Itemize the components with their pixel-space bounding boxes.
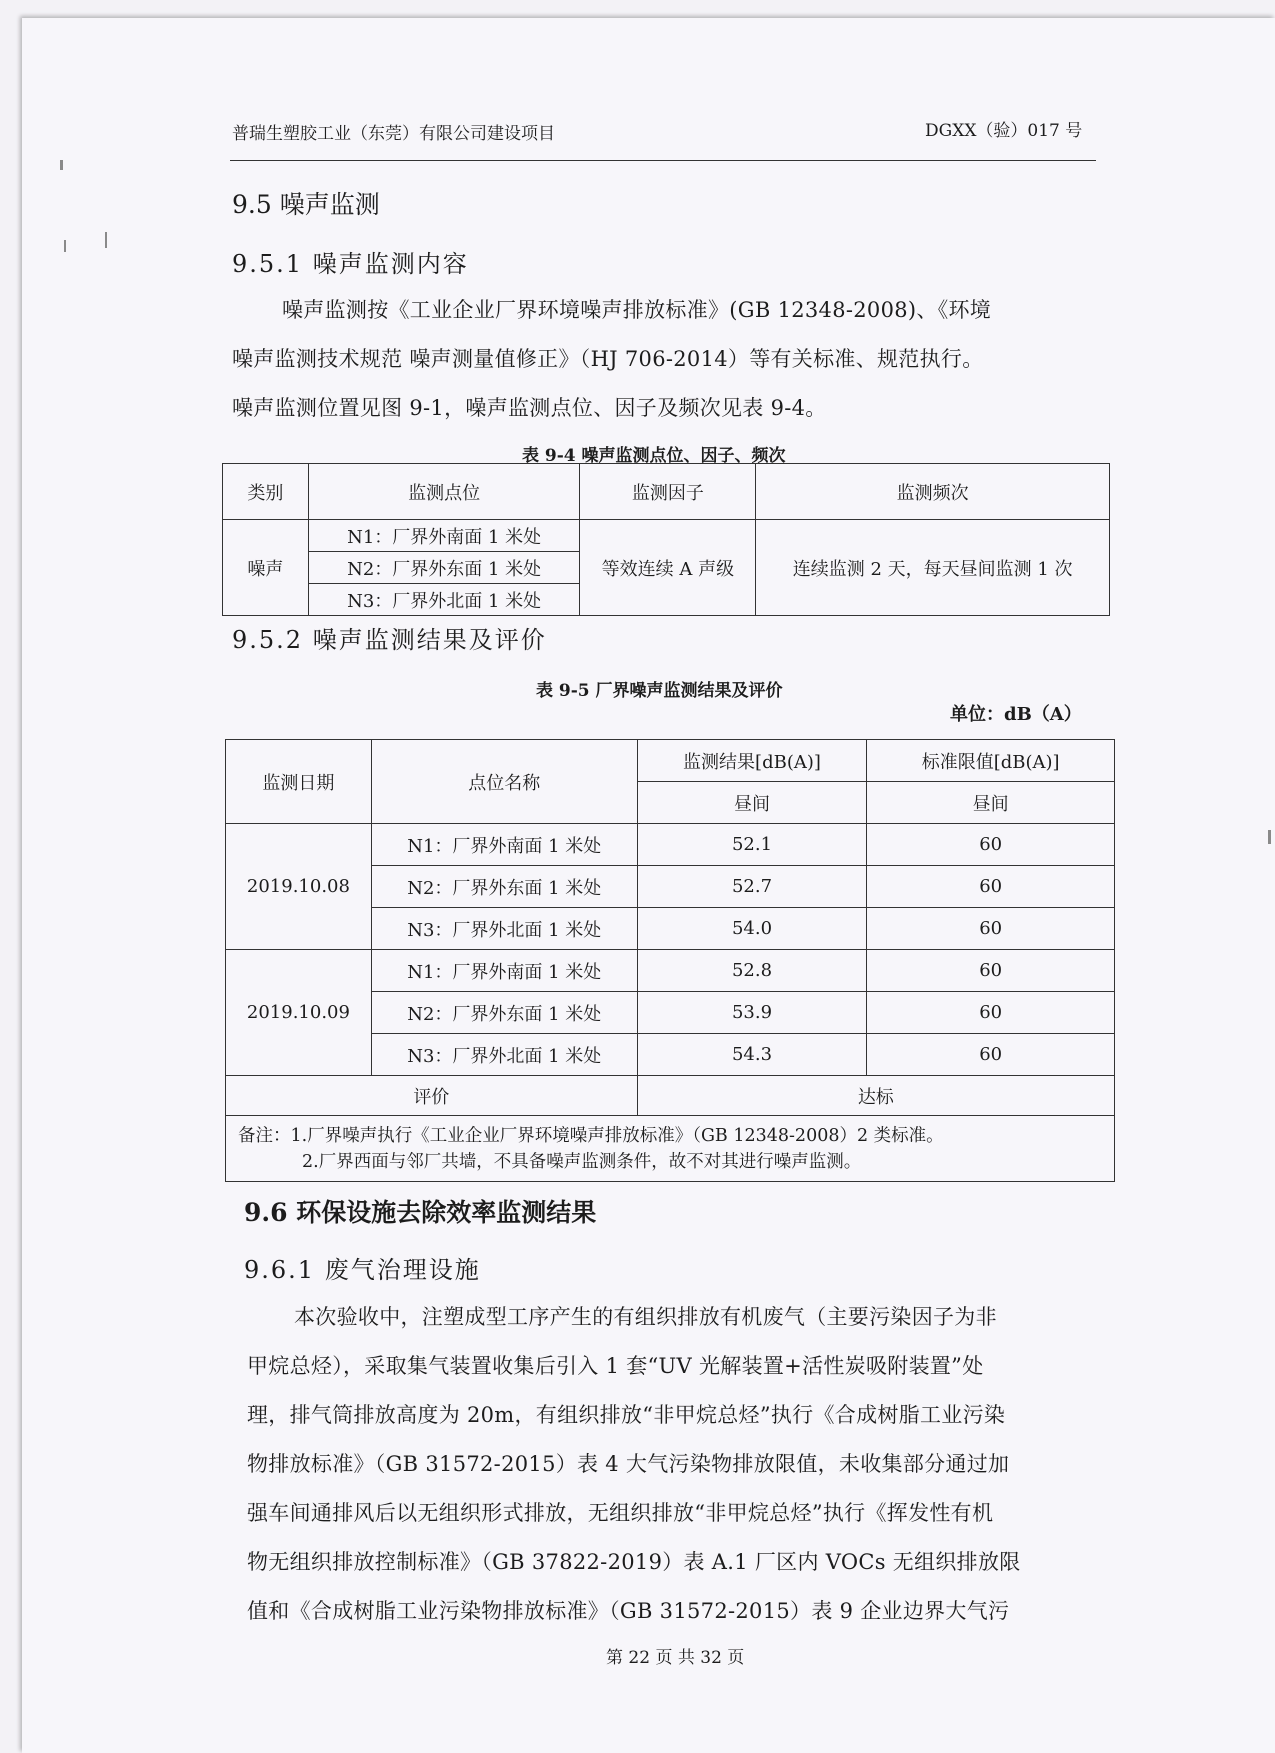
section-9-6-title: 9.6 环保设施去除效率监测结果 [244,1198,597,1227]
table-9-5-header-point: 点位名称 [371,740,637,824]
table-9-4-frequency: 连续监测 2 天，每天昼间监测 1 次 [756,520,1110,616]
table-9-5-header-limit-day: 昼间 [867,782,1115,824]
header-rule [230,160,1096,161]
para-9-6-1-line-2: 甲烷总烃），采取集气装置收集后引入 1 套“UV 光解装置+活性炭吸附装置”处 [247,1354,984,1378]
table-9-4-factor: 等效连续 A 声级 [580,520,756,616]
table-9-4-header-factor: 监测因子 [580,464,756,520]
section-9-5-title: 9.5 噪声监测 [232,190,380,219]
table-9-5-eval-label: 评价 [226,1076,638,1116]
table-9-5-point: N2：厂界外东面 1 米处 [371,992,637,1034]
para-9-6-1-line-6: 物无组织排放控制标准》（GB 37822-2019）表 A.1 厂区内 VOCs 无组织排放限 [247,1550,1021,1574]
table-9-4 [222,463,1110,616]
table-9-5-header-result-day: 昼间 [637,782,867,824]
section-9-6-1-title: 9.6.1 废气治理设施 [244,1256,481,1284]
table-9-5-point: N1：厂界外南面 1 米处 [371,824,637,866]
table-9-5-note-1: 备注：1.厂界噪声执行《工业企业厂界环境噪声排放标准》（GB 12348-2008）2 类标准。 [238,1125,944,1146]
table-9-5 [225,739,1115,1182]
table-9-4-header-point: 监测点位 [308,464,580,520]
para-9-5-1-line-2: 噪声监测技术规范 噪声测量值修正》（HJ 706-2014）等有关标准、规范执行。 [232,347,984,371]
table-9-5-point: N1：厂界外南面 1 米处 [371,950,637,992]
page-footer: 第 22 页 共 32 页 [606,1648,745,1668]
table-9-5-header-result: 监测结果[dB(A)] [637,740,867,782]
table-9-4-point: N2：厂界外东面 1 米处 [308,552,580,584]
para-9-6-1-line-7: 值和《合成树脂工业污染物排放标准》（GB 31572-2015）表 9 企业边界大气污 [247,1599,1010,1623]
table-9-4-point: N1：厂界外南面 1 米处 [308,520,580,552]
para-9-6-1-line-3: 理，排气筒排放高度为 20m，有组织排放“非甲烷总烃”执行《合成树脂工业污染 [247,1403,1006,1427]
table-9-4-header-frequency: 监测频次 [756,464,1110,520]
para-9-5-1-line-1: 噪声监测按《工业企业厂界环境噪声排放标准》(GB 12348-2008)、《环境 [282,298,992,322]
table-9-5-notes [226,1116,1115,1182]
table-9-5-limit: 60 [867,866,1115,908]
table-9-5-note-2: 2.厂界西面与邻厂共墙，不具备噪声监测条件，故不对其进行噪声监测。 [302,1151,862,1172]
table-9-5-point: N2：厂界外东面 1 米处 [371,866,637,908]
table-9-5-limit: 60 [867,950,1115,992]
scan-speck [60,160,63,170]
section-9-5-2-title: 9.5.2 噪声监测结果及评价 [232,626,547,654]
table-9-5-limit: 60 [867,908,1115,950]
para-9-6-1-line-5: 强车间通排风后以无组织形式排放，无组织排放“非甲烷总烃”执行《挥发性有机 [247,1501,994,1525]
table-9-5-header-date: 监测日期 [226,740,372,824]
para-9-6-1-line-4: 物排放标准》（GB 31572-2015）表 4 大气污染物排放限值，未收集部分通过加 [247,1452,1010,1476]
table-9-5-result: 52.7 [637,866,867,908]
table-9-5-date: 2019.10.08 [226,824,372,950]
table-9-5-result: 53.9 [637,992,867,1034]
table-9-5-point: N3：厂界外北面 1 米处 [371,1034,637,1076]
scan-speck [1268,830,1271,844]
table-9-5-limit: 60 [867,992,1115,1034]
table-9-5-result: 54.3 [637,1034,867,1076]
table-9-4-header-category: 类别 [223,464,309,520]
header-doc-number: DGXX（验）017 号 [925,121,1083,141]
table-9-5-limit: 60 [867,824,1115,866]
para-9-5-1-line-3: 噪声监测位置见图 9-1，噪声监测点位、因子及频次见表 9-4。 [232,396,827,420]
table-9-5-result: 54.0 [637,908,867,950]
section-9-5-1-title: 9.5.1 噪声监测内容 [232,250,469,278]
table-9-5-result: 52.8 [637,950,867,992]
table-9-4-caption: 表 9-4 噪声监测点位、因子、频次 [522,446,786,466]
para-9-6-1-line-1: 本次验收中，注塑成型工序产生的有组织排放有机废气（主要污染因子为非 [294,1305,997,1329]
scan-speck [64,240,66,252]
table-9-5-result: 52.1 [637,824,867,866]
table-9-5-date: 2019.10.09 [226,950,372,1076]
table-9-5-eval-value: 达标 [637,1076,1114,1116]
table-9-5-limit: 60 [867,1034,1115,1076]
scan-speck [105,232,107,248]
table-9-5-point: N3：厂界外北面 1 米处 [371,908,637,950]
table-9-4-category: 噪声 [223,520,309,616]
header-project: 普瑞生塑胶工业（东莞）有限公司建设项目 [232,124,555,144]
table-9-5-unit: 单位：dB（A） [950,704,1082,725]
table-9-5-caption: 表 9-5 厂界噪声监测结果及评价 [536,681,783,701]
table-9-4-point: N3：厂界外北面 1 米处 [308,584,580,616]
table-9-5-header-limit: 标准限值[dB(A)] [867,740,1115,782]
